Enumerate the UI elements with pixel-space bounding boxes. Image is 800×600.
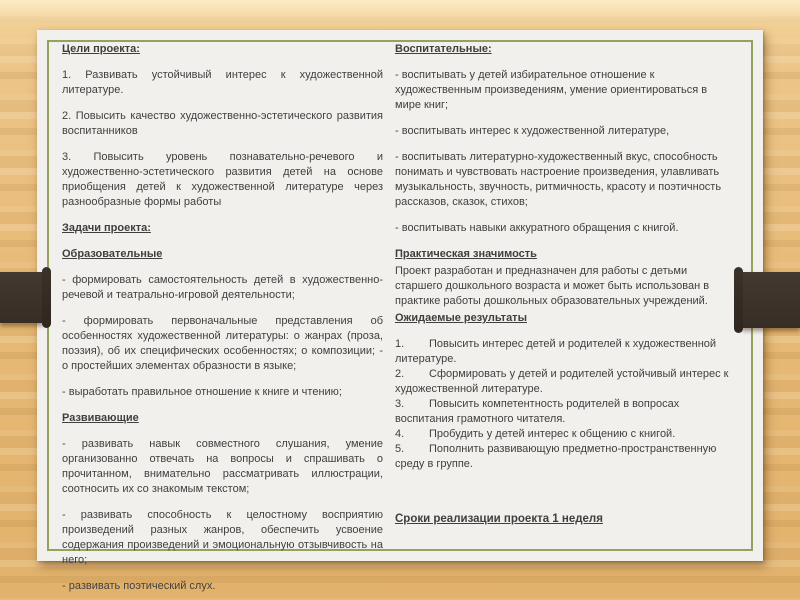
list-item — [395, 337, 732, 367]
paragraph: - развивать навык совместного слушания, умение организованно отвечать на вопросы и спрашивать о прочитанном, внимательно рассматривать иллюстрации, соотносить их со знакомым текстом; — [62, 438, 383, 495]
paragraph: - воспитывать навыки аккуратного обращения с книгой. — [395, 222, 679, 234]
list-item — [395, 397, 732, 427]
list-item-number: 2. — [395, 368, 405, 380]
right-column — [395, 42, 732, 527]
section-heading: Практическая значимость — [395, 248, 537, 260]
list-item-number: 5. — [395, 443, 405, 455]
section-heading: Образовательные — [62, 248, 163, 260]
list-item-text: Сформировать у детей и родителей устойчивый интерес к художественной литературе. — [395, 368, 729, 395]
left-clip — [0, 272, 44, 323]
list-item-text: Повысить компетентность родителей в вопросах воспитания грамотного читателя. — [395, 398, 680, 425]
paragraph: - развивать способность к целостному восприятию произведений разных жанров, обеспечить усвоение содержания произведений и эмоциональную отзывчивость на него; — [62, 509, 383, 566]
paragraph: 3. Повысить уровень познавательно-речевого и художественно-эстетического развития детей на основе приобщения детей к художественной литературе через разнообразные формы работы — [62, 151, 383, 208]
list-item — [395, 367, 732, 397]
paragraph: - воспитывать у детей избирательное отношение к художественным произведениям, умение ориентироваться в мире книг; — [395, 69, 708, 111]
list-item-text: Повысить интерес детей и родителей к художественной литературе. — [395, 338, 717, 365]
paragraph: - воспитывать литературно-художественный вкус, способность понимать и чувствовать настроение произведения, улавливать музыкальность, звучность, ритмичность, красоту и поэтичность рассказов, сказок, стихов; — [395, 151, 722, 208]
list-item — [395, 442, 732, 472]
section-heading: Развивающие — [62, 412, 139, 424]
paragraph: 1. Развивать устойчивый интерес к художественной литературе. — [62, 69, 383, 96]
section-heading: Ожидаемые результаты — [395, 312, 527, 324]
paragraph: - воспитывать интерес к художественной литературе, — [395, 125, 670, 137]
section-heading: Сроки реализации проекта 1 неделя — [395, 513, 603, 525]
paragraph: - развивать поэтический слух. — [62, 580, 216, 592]
right-clip — [741, 272, 800, 328]
page-panel — [37, 30, 763, 592]
list-item-number: 1. — [395, 338, 405, 350]
paragraph: 2. Повысить качество художественно-эстетического развития воспитанников — [62, 110, 383, 137]
list-item-number: 4. — [395, 428, 405, 440]
left-column — [62, 42, 383, 594]
list-item-text: Пополнить развивающую предметно-пространственную среду в группе. — [395, 443, 717, 470]
section-heading: Задачи проекта: — [62, 222, 151, 234]
section-heading: Цели проекта: — [62, 43, 140, 55]
list-item — [395, 427, 732, 442]
paragraph: Проект разработан и предназначен для работы с детьми старшего дошкольного возраста и может быть использован в практике работы дошкольных образовательных учреждений. — [395, 265, 710, 307]
paragraph: - формировать первоначальные представления об особенностях художественной литературы: о жанрах (проза, поэзия), об их специфических особенностях; о композиции; - о простейших элементах образности в языке; — [62, 315, 383, 372]
paragraph: - выработать правильное отношение к книге и чтению; — [62, 386, 342, 398]
section-heading: Воспитательные: — [395, 43, 492, 55]
list-item-text: Пробудить у детей интерес к общению с книгой. — [429, 428, 676, 440]
paragraph: - формировать самостоятельность детей в художественно-речевой и театрально-игровой деятельности; — [62, 274, 383, 301]
list-item-number: 3. — [395, 398, 405, 410]
